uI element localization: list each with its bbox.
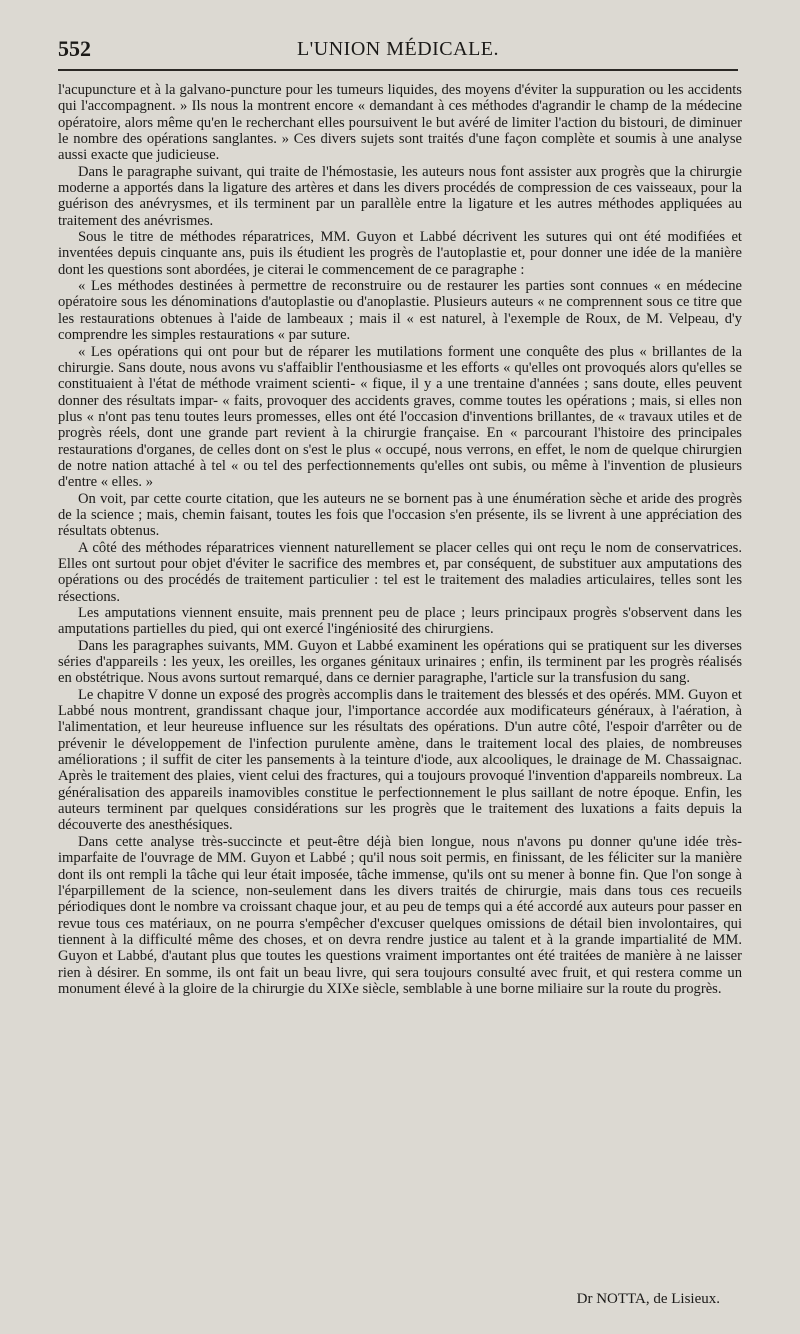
running-head: L'UNION MÉDICALE. <box>296 38 500 60</box>
header-rule <box>58 69 738 71</box>
quotation: « Les opérations qui ont pour but de réparer les mutilations forment une conquête des plus « brillantes de la chirurgie. Sans doute, nous avons vu s'affaiblir l'enthousiasme et les efforts « qu'elles ont provoqués alors qu'elles se constituaient à l'état de méthode vraiment scienti- « fique, il y a une trentaine d'années ; sans doute, elles peuvent donner des résultats impar- « faits, provoquer des accidents graves, comme toutes les opérations ; mais, si elles non plus « n'ont pas tenu toutes leurs promesses, elles ont été l'occasion d'inventions brillantes, de « travaux utiles et de progrès réels, dont une grande part revient à la chirurgie française. En « parcourant l'histoire des principales restaurations d'organes, de celles dont on s'est le plus « occupé, nous verrons, en effet, le nom de quelque chirurgien de notre nation attaché à tel « ou tel des perfectionnements qu'elles ont subis, ou même à l'invention de plusieurs d'entre « elles. » <box>58 343 742 491</box>
paragraph: A côté des méthodes réparatrices viennent naturellement se placer celles qui ont reçu le nom de conservatrices. Elles ont surtout pour objet d'éviter le sacrifice des membres et, par conséquent, de substituer aux amputations des opérations ou des procédés de traitement particulier : tel est le traitement des maladies articulaires, telles sont les résections. <box>58 539 742 605</box>
paragraph: Le chapitre V donne un exposé des progrès accomplis dans le traitement des blessés et des opérés. MM. Guyon et Labbé nous montrent, grandissant chaque jour, l'importance accordée aux modificateurs généraux, à l'aération, à l'alimentation, et leur heureuse influence sur les résultats des opérations. D'un autre côté, l'espoir d'arrêter ou de prévenir le développement de l'infection purulente amène, dans le traitement local des plaies, de nombreuses améliorations ; il suffit de citer les pansements à la teinture d'iode, aux alcooliques, le drainage de M. Chassaignac. Après le traitement des plaies, vient celui des fractures, qui a toujours provoqué l'invention d'appareils nombreux. La généralisation des appareils inamovibles constitue le perfectionnement le plus saillant de notre époque. Enfin, les auteurs terminent par quelques considérations sur les progrès que le traitement des luxations a faits depuis la découverte des anesthésiques. <box>58 686 742 834</box>
paragraph: Les amputations viennent ensuite, mais prennent peu de place ; leurs principaux progrès s'observent dans les amputations partielles du pied, qui ont exercé l'ingéniosité des chirurgiens. <box>58 605 742 638</box>
signature: Dr NOTTA, de Lisieux. <box>576 1291 720 1307</box>
paragraph: l'acupuncture et à la galvano-puncture pour les tumeurs liquides, des moyens d'éviter la suppuration ou les accidents qui l'accompagnent. » Ils nous la montrent encore « demandant à ces méthodes d'agrandir le champ de la médecine opératoire, alors même qu'en le recherchant elles poursuivent le but avéré de limiter l'action du bistouri, de diminuer le nombre des opérations sanglantes. » Ces divers sujets sont traités d'une façon complète et soumis à une analyse aussi exacte que judicieuse. <box>58 82 742 164</box>
paragraph: Dans le paragraphe suivant, qui traite de l'hémostasie, les auteurs nous font assister aux progrès que la chirurgie moderne a apportés dans la ligature des artères et dans les divers procédés de compression de ces vaisseaux, pour la guérison des anévrysmes, et ils terminent par un parallèle entre la ligature et les autres méthodes appliquées au traitement des anévrismes. <box>58 163 742 229</box>
paragraph: On voit, par cette courte citation, que les auteurs ne se bornent pas à une énumération sèche et aride des progrès de la science ; mais, chemin faisant, toutes les fois que l'occasion s'en présente, ils se livrent à une appréciation des résultats obtenus. <box>58 490 742 540</box>
article-body <box>58 82 742 997</box>
quotation: « Les méthodes destinées à permettre de reconstruire ou de restaurer les parties sont connues « en médecine opératoire sous les dénominations d'autoplastie ou d'anoplastie. Plusieurs auteurs « ne comprennent sous ce titre que les restaurations obtenues à l'aide de lambeaux ; mais il « est naturel, à l'exemple de Roux, de M. Velpeau, d'y comprendre les simples restaurations « par suture. <box>58 278 742 344</box>
page-number: 552 <box>58 36 91 61</box>
paragraph: Dans les paragraphes suivants, MM. Guyon et Labbé examinent les opérations qui se pratiquent sur les diverses séries d'appareils : les yeux, les oreilles, les organes génitaux urinaires ; enfin, ils terminent par les progrès réalisés en obstétrique. Nous avons surtout remarqué, dans ce dernier paragraphe, l'article sur la transfusion du sang. <box>58 637 742 687</box>
page-header <box>58 36 738 66</box>
paragraph: Sous le titre de méthodes réparatrices, MM. Guyon et Labbé décrivent les sutures qui ont été modifiées et inventées depuis cinquante ans, puis ils étudient les progrès de l'autoplastie et, pour donner une idée de la manière dont les questions sont abordées, je citerai le commencement de ce paragraphe : <box>58 229 742 278</box>
paragraph: Dans cette analyse très-succincte et peut-être déjà bien longue, nous n'avons pu donner qu'une idée très-imparfaite de l'ouvrage de MM. Guyon et Labbé ; qu'il nous soit permis, en finissant, de les féliciter sur la manière dont ils ont rempli la tâche qui leur était imposée, tâche immense, qu'ils ont su mener à bonne fin. Que l'on songe à l'éparpillement de la science, non-seulement dans les divers traités de chirurgie, mais dans tous ces recueils périodiques dont le nombre va croissant chaque jour, et au peu de temps qui a été accordé aux auteurs pour passer en revue tous ces matériaux, on ne pourra s'empêcher d'excuser quelques omissions de détail bien involontaires, qui tiennent à la difficulté même des choses, et on devra rendre justice au talent et à la grande impartialité de MM. Guyon et Labbé, d'autant plus que toutes les questions vraiment importantes ont été traitées de manière à ne laisser rien à désirer. En somme, ils ont fait un beau livre, qui sera toujours consulté avec fruit, et qui restera comme un monument élevé à la gloire de la chirurgie du XIXe siècle, semblable à une borne miliaire sur la route du progrès. <box>58 833 742 997</box>
